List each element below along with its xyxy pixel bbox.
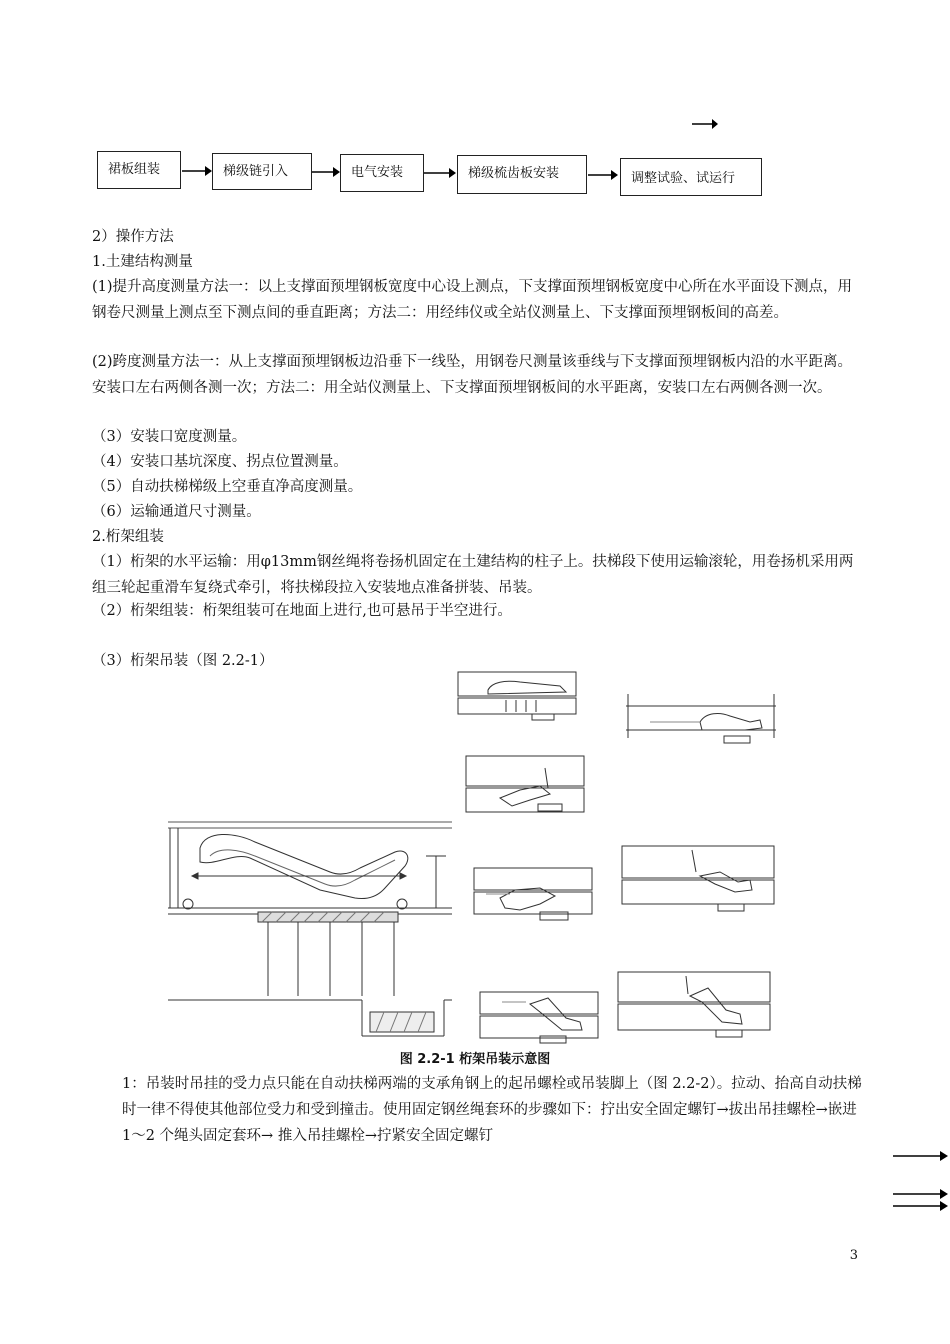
arrow-right-icon xyxy=(893,1151,948,1161)
survey-item-2: (2)跨度测量方法一：从上支撑面预埋钢板边沿垂下一线坠，用钢卷尺测量该垂线与下支撑面预埋钢板内沿的水平距离。安装口左右两侧各测一次；方法二：用全站仪测量上、下支撑面预埋钢板间的水平距离，安装口左右两侧各测一次。 xyxy=(92,354,853,396)
arrow-right-icon xyxy=(893,1189,948,1199)
step-drawing-4 xyxy=(622,846,774,911)
main-hoist-drawing xyxy=(168,822,452,1036)
step-drawing-7 xyxy=(480,992,598,1043)
figure-caption: 图 2.2-1 桁架吊装示意图 xyxy=(399,1052,551,1067)
hoisting-title: （3）桁架吊装（图 2.2-1） xyxy=(92,653,274,669)
survey-item-4: （4）安装口基坑深度、拐点位置测量。 xyxy=(92,454,348,470)
truss-item-1: （1）桁架的水平运输：用φ13mm钢丝绳将卷扬机固定在土建结构的柱子上。扶梯段下使用运输滚轮，用卷扬机采用两组三轮起重滑车复绕式牵引，将扶梯段拉入安装地点准备拼装、吊装。 xyxy=(92,554,854,596)
survey-item-1: (1)提升高度测量方法一：以上支撑面预埋钢板宽度中心设上测点，下支撑面预埋钢板宽度中心所在水平面设下测点，用钢卷尺测量上测点至下测点间的垂直距离；方法二：用经纬仪或全站仪测量上、下支撑面预埋钢板间的高差。 xyxy=(92,279,853,321)
truss-item-2: （2）桁架组装：桁架组装可在地面上进行,也可悬吊于半空进行。 xyxy=(92,603,512,619)
survey-item-6: （6）运输通道尺寸测量。 xyxy=(92,504,261,520)
arrow-right-icon xyxy=(893,1201,948,1211)
step-drawing-6 xyxy=(618,972,770,1037)
flow-step-5: 调整试验、试运行 xyxy=(620,158,762,196)
step-drawing-2 xyxy=(626,694,776,743)
flow-step-1: 裙板组装 xyxy=(97,151,181,189)
truss-hoisting-figure xyxy=(168,672,776,1043)
survey-item-3: （3）安装口宽度测量。 xyxy=(92,429,247,445)
section-heading: 2）操作方法 xyxy=(92,229,174,245)
flow-arrow-1 xyxy=(182,166,212,176)
arrow-right-icon xyxy=(692,119,718,129)
hoisting-note: 1：吊装时吊挂的受力点只能在自动扶梯两端的支承角钢上的起吊螺栓或吊装脚上（图 2.2-2）。拉动、抬高自动扶梯时一律不得使其他部位受力和受到撞击。使用固定钢丝绳套环的步骤如下：拧出安全固定螺钉→拔出吊挂螺栓→嵌进 1～2 个绳头固定套环→ 推入吊挂螺栓→拧紧安全固定螺钉 xyxy=(122,1076,862,1144)
flow-step-4: 梯级梳齿板安装 xyxy=(457,155,587,194)
step-drawing-3 xyxy=(466,756,584,812)
survey-item-5: （5）自动扶梯梯级上空垂直净高度测量。 xyxy=(92,479,363,495)
step-drawing-5 xyxy=(474,868,592,920)
page-number: 3 xyxy=(849,1248,858,1263)
flow-arrow-4 xyxy=(588,170,618,180)
flow-step-3: 电气安装 xyxy=(340,154,424,192)
subsection-title-survey: 1.土建结构测量 xyxy=(92,254,193,270)
flow-step-2: 梯级链引入 xyxy=(212,153,312,190)
step-drawing-1 xyxy=(458,672,576,720)
flow-arrow-3 xyxy=(424,168,456,178)
subsection-title-truss: 2.桁架组装 xyxy=(92,529,164,545)
flow-arrow-2 xyxy=(312,167,340,177)
